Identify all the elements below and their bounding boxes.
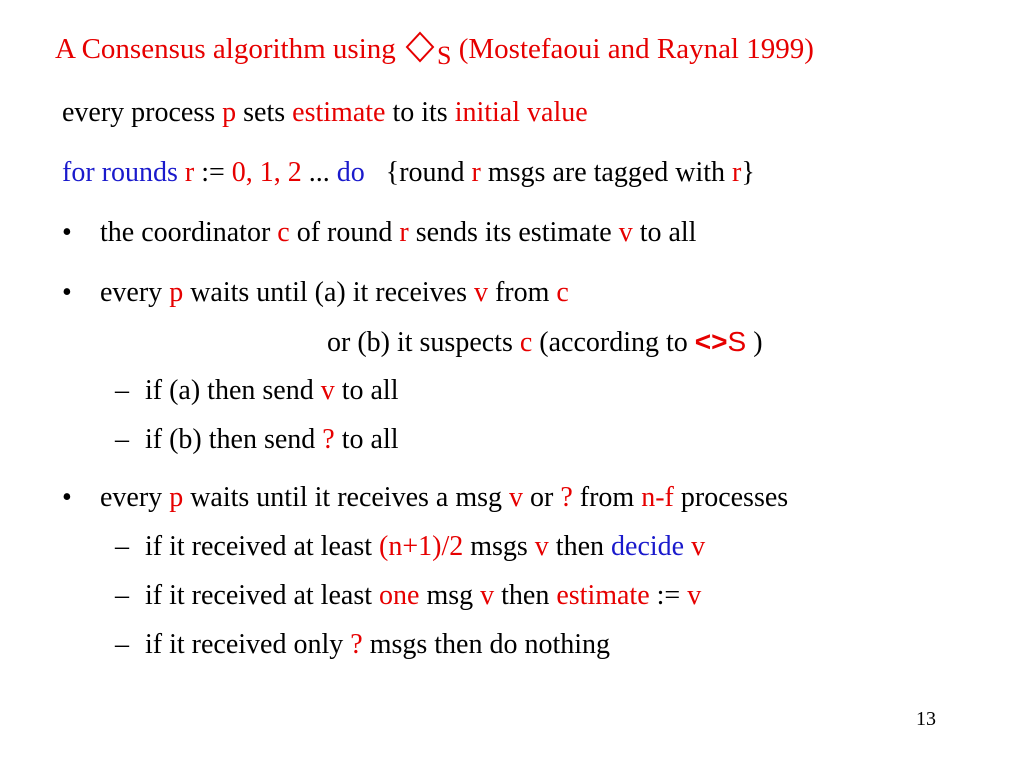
text: if (b) then send [145,424,323,455]
text: sets [236,97,293,128]
text: or [523,482,561,513]
init-line [62,96,588,130]
var-v: v [509,482,524,513]
text: of round [289,217,400,248]
text: if it received only [145,629,351,660]
dash: – [115,375,129,406]
sub-text [145,423,399,457]
var-s: S [727,326,747,357]
sub-text [145,579,701,613]
var-c: c [277,217,290,248]
text: := [194,157,232,188]
keyword-decide: decide [611,531,685,562]
text: then [548,531,612,562]
var-v: v [534,531,549,562]
text: {round [364,157,472,188]
var-n-f: n-f [641,482,674,513]
text: sends its estimate [408,217,619,248]
bullet: • [62,482,72,513]
bullet-text [100,481,788,515]
text: } [741,157,755,188]
text: ... [301,157,337,188]
sub-text [145,374,398,408]
text: msgs then do nothing [362,629,611,660]
bullet: • [62,277,72,308]
sub-text [145,628,610,662]
page-number: 13 [916,708,936,730]
slide-title [55,30,814,70]
text: if it received at least [145,531,379,562]
var-r: r [399,217,409,248]
var-estimate: estimate [292,97,386,128]
keyword-for-rounds: for rounds [62,157,185,188]
question-mark: ? [350,629,363,660]
text: msgs are tagged with [480,157,733,188]
var-v: v [473,277,488,308]
var-v: v [691,531,706,562]
var-r: r [471,157,481,188]
var-c: c [519,327,533,358]
text: processes [673,482,789,513]
text: (according to [532,327,695,358]
text: every [100,482,170,513]
continuation-line [327,325,763,360]
dash: – [115,580,129,611]
bullet: • [62,217,72,248]
keyword-do: do [336,157,365,188]
dash: – [115,629,129,660]
var-p: p [169,277,184,308]
text: if it received at least [145,580,379,611]
var-v: v [320,375,335,406]
text: every [100,277,170,308]
text: if (a) then send [145,375,321,406]
var-r: r [184,157,195,188]
title-prefix: A Consensus algorithm using [55,33,404,65]
word-one: one [379,580,420,611]
diamond-icon [403,30,437,66]
round-values: 0, 1, 2 [231,157,302,188]
majority-threshold: (n+1)/2 [379,531,464,562]
var-v: v [618,217,633,248]
text: the coordinator [100,217,278,248]
text: from [487,277,557,308]
text: to all [334,375,399,406]
text: every process [62,97,223,128]
text: or (b) it suspects [327,327,520,358]
text: to all [632,217,697,248]
var-initial-value: initial value [454,97,588,128]
text: from [572,482,642,513]
text: := [649,580,688,611]
var-v: v [480,580,495,611]
var-p: p [169,482,184,513]
var-r: r [732,157,742,188]
dash: – [115,424,129,455]
diamond-symbol-text: <> [694,326,728,357]
var-c: c [556,277,569,308]
text: then [494,580,557,611]
sub-text [145,530,705,564]
text: waits until it receives a msg [183,482,510,513]
text: msg [419,580,481,611]
title-s: S [437,41,452,70]
for-rounds-line [62,156,755,190]
question-mark: ? [322,424,335,455]
var-v: v [687,580,702,611]
text: to its [385,97,455,128]
text: to all [334,424,399,455]
text: waits until (a) it receives [183,277,474,308]
var-p: p [222,97,237,128]
dash: – [115,531,129,562]
var-estimate: estimate [556,580,650,611]
bullet-text [100,276,569,310]
text: msgs [463,531,535,562]
question-mark: ? [560,482,573,513]
title-suffix: (Mostefaoui and Raynal 1999) [451,33,814,65]
bullet-text [100,216,696,250]
text: ) [746,327,763,358]
